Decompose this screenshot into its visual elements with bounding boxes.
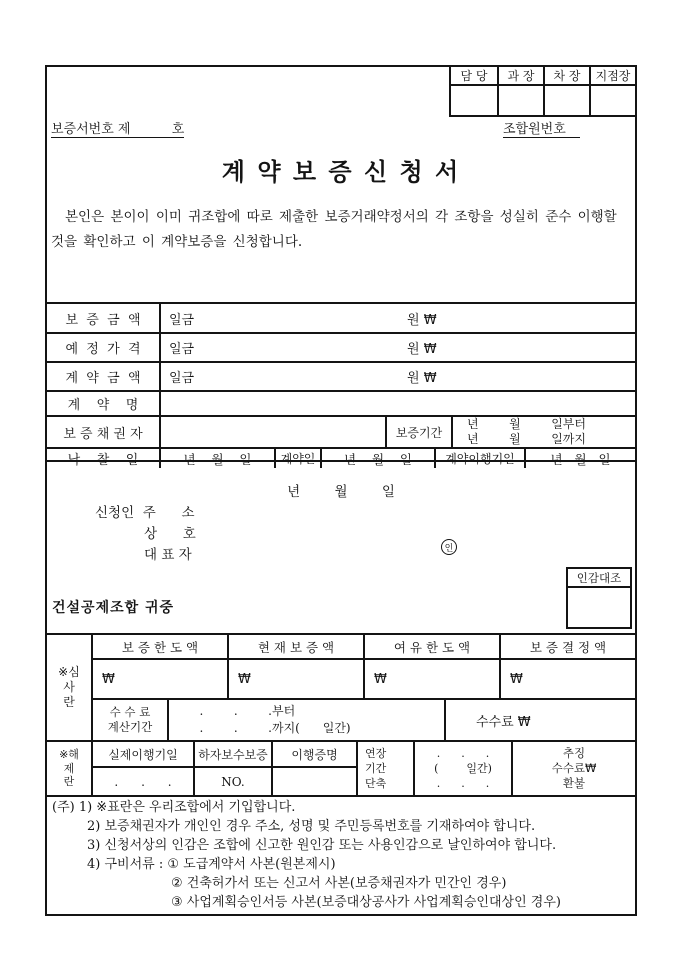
col-guarantee-limit: 보 증 한 도 액 [121,639,199,655]
row-label: 계 약 금 액 [47,363,161,390]
note-line: ③ 사업계획승인서등 사본(보증대상공사가 사업계획승인대상인 경우) [171,895,561,910]
amount-cell [161,304,635,332]
period-from: 년 월 일부터 [467,417,586,431]
col-current-guarantee: 현 재 보 증 액 [227,635,363,658]
sign-date-line: 년 월 일 [287,484,395,500]
value-cell: ₩ [227,660,363,698]
approval-sign-cell [497,86,543,115]
contract-date-label: 계약일 [274,449,320,468]
fee-row [93,700,635,740]
row-label: 보 증 금 액 [47,304,161,332]
guarantee-period-cell [451,417,635,447]
row-label: 계 약 명 [47,392,161,415]
table-row-guarantee-amount [47,304,635,332]
row-label: 낙 찰 일 [47,449,161,468]
value-cell: ₩ [363,660,499,698]
amount-prefix: 일금 [169,312,195,328]
review-value-row [93,660,635,700]
amount-unit: 원 ₩ [407,312,437,328]
row-label: 예 정 가 격 [47,334,161,361]
seal-mark-icon: 인 [441,539,457,555]
value-cell: ₩ [102,671,115,687]
amount-unit: 원 ₩ [407,342,437,357]
seal-check-box [566,567,632,629]
row-label: 보 증 채 권 자 [47,417,161,447]
contract-name-cell [161,392,635,415]
creditor-cell [161,417,385,447]
applicant-address-line: 신청인 주 소 [95,505,195,521]
surcharge-refund-cell: 추징 수수료₩ 환불 [511,742,635,795]
fulfilment-date-label: 계약이행기일 [434,449,524,468]
fee-period-dates: . . .부터 . . .까지( 일간) [169,700,446,740]
review-main [93,635,635,740]
period-label: 보증기간 [385,417,451,447]
note-line: ② 건축허가서 또는 신고서 사본(보증채권자가 민간인 경우) [171,876,507,891]
release-side-label: ※해 제 란 [47,742,93,795]
col-available-limit: 여 유 한 도 액 [363,635,499,658]
guarantee-number-field: 보증서번호 제 호 [51,118,184,138]
approval-sign-cell [589,86,635,115]
value-cell: ₩ [499,660,635,698]
note-line: 3) 신청서상의 인감은 조합에 신고한 원인감 또는 사용인감으로 날인하여야 합니다. [87,838,557,853]
note-line: (주) 1) ※표란은 우리조합에서 기입합니다. [52,800,296,815]
review-header-row [93,635,635,660]
defect-repair-column: 하자보수보증 NO. [193,742,271,795]
table-row-estimated-price [47,332,635,361]
form-border [45,65,637,916]
approval-sign-cell [451,86,497,115]
period-to: 년 월 일까지 [467,432,586,446]
table-row-creditor [47,415,635,447]
table-row-dates [47,447,635,468]
form-title: 계 약 보 증 신 청 서 [221,157,461,186]
intro-paragraph: 본인은 본이이 이미 귀조합에 따로 제출한 보증거래약정서의 각 조항을 성실히 준수 이행할 것을 확인하고 이 계약보증을 신청합니다. [51,209,617,250]
member-number-field: 조합원번호 [503,118,580,138]
table-row-contract-amount [47,361,635,390]
applicant-company-line: 상 호 [144,526,196,542]
approval-col-chajang: 차 장 [543,67,589,86]
amount-cell [161,334,635,361]
fulfilment-date-cell: 년 월 일 [524,449,635,468]
approval-col-gwajang: 과 장 [497,67,543,86]
footnotes [47,798,635,912]
review-side-label: ※심 사 란 [47,635,93,740]
approval-col-damdang: 담 당 [451,67,497,86]
fee-amount-cell: 수수료 ₩ [476,714,531,730]
main-info-table [47,302,635,468]
adjust-dates-cell: . . . ( 일간) . . . [413,742,511,795]
amount-prefix: 일금 [169,371,195,386]
approval-sign-cell [543,86,589,115]
note-line: 2) 보증채권자가 개인인 경우 주소, 성명 및 주민등록번호를 기재하여야 합니다. [87,819,536,834]
note-line: 4) 구비서류 : ① 도급계약서 사본(원본제시) [87,857,336,872]
actual-fulfilment-column: 실제이행기일 . . . [93,742,193,795]
amount-unit: 원 ₩ [407,371,437,386]
amount-cell [161,363,635,390]
amount-prefix: 일금 [169,342,195,357]
applicant-representative-line: 대 표 자 [144,547,192,563]
approval-table [449,67,635,117]
release-section-table [47,742,635,797]
extend-shorten-cell: 연장 기간 단축 [356,742,413,795]
contract-date-cell: 년 월 일 [320,449,434,468]
approval-col-jijeomjang: 지점장 [589,67,635,86]
recipient-line: 건설공제조합 귀중 [52,600,175,616]
col-guarantee-decision: 보 증 결 정 액 [499,635,635,658]
bid-date-cell: 년 월 일 [183,451,252,467]
table-row-contract-name [47,390,635,415]
fee-period-label: 수 수 료 계산기간 [93,700,169,740]
seal-check-label: 인감대조 [568,569,630,588]
fulfilment-proof-column: 이행증명 [271,742,356,795]
review-section-table [47,633,635,742]
